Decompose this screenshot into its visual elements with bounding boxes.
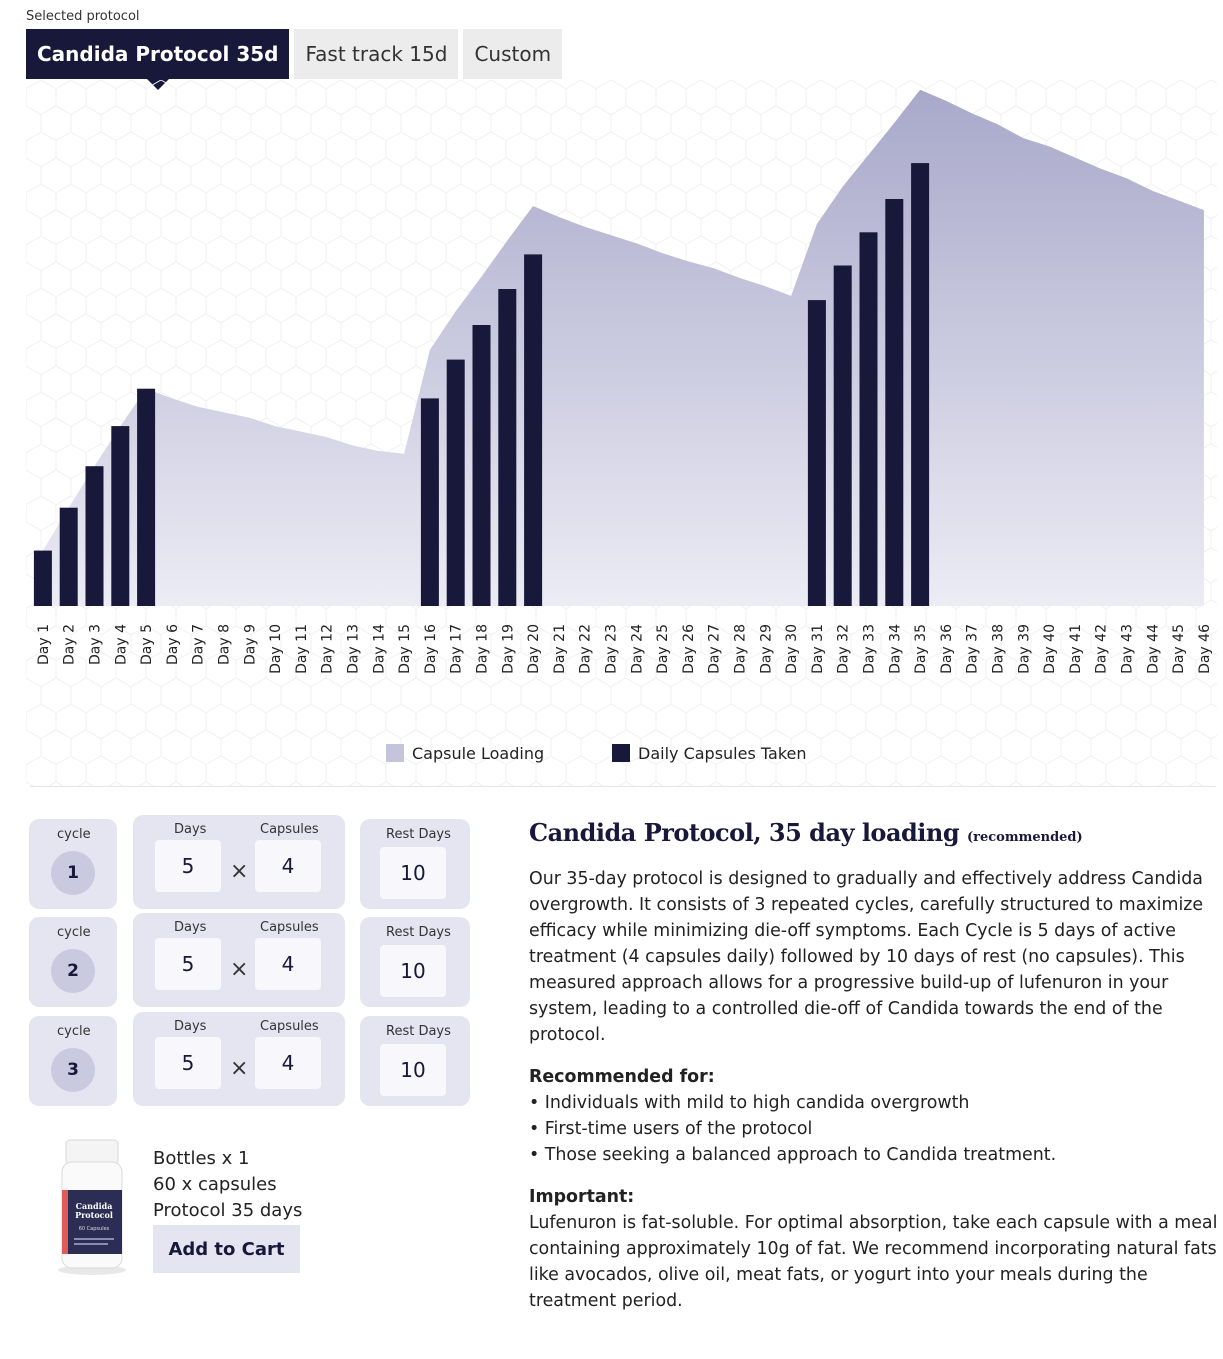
daily-capsules-bar: [885, 199, 903, 606]
rest-days-box: [360, 917, 470, 1007]
x-tick-label: Day 14: [371, 624, 388, 674]
tab-candida-protocol-35d[interactable]: Candida Protocol 35d: [26, 29, 289, 79]
times-symbol: ×: [230, 859, 249, 884]
cycle-box: [29, 819, 117, 909]
protocol-tabs: [26, 29, 562, 79]
cycle-number: 2: [51, 949, 95, 993]
legend-daily-capsules-swatch: [612, 744, 630, 762]
x-tick-label: Day 1: [35, 624, 52, 666]
x-tick-label: Day 19: [500, 624, 517, 674]
rest-days-label: Rest Days: [386, 1024, 451, 1039]
description-title-text: Candida Protocol, 35 day loading: [529, 818, 960, 847]
cycle-label: cycle: [57, 1024, 91, 1039]
x-tick-label: Day 13: [345, 624, 362, 674]
days-label: Days: [174, 920, 207, 935]
rest-days-label: Rest Days: [386, 827, 451, 842]
rest-days-box: [360, 819, 470, 909]
x-tick-label: Day 31: [809, 624, 826, 674]
days-input[interactable]: 5: [155, 938, 221, 990]
daily-capsules-bar: [34, 551, 52, 606]
daily-capsules-bar: [524, 254, 542, 606]
daily-capsules-bar: [834, 266, 852, 607]
x-tick-label: Day 17: [448, 624, 465, 674]
days-capsules-box: [133, 1012, 345, 1106]
x-tick-label: Day 39: [1016, 624, 1033, 674]
x-tick-label: Day 40: [1042, 624, 1059, 674]
capsules-input[interactable]: 4: [255, 1037, 321, 1089]
x-tick-label: Day 27: [706, 624, 723, 674]
x-tick-label: Day 15: [397, 624, 414, 674]
x-tick-label: Day 21: [551, 624, 568, 674]
x-tick-label: Day 5: [139, 624, 156, 666]
x-tick-label: Day 35: [913, 624, 930, 674]
x-tick-label: Day 44: [1145, 624, 1162, 674]
product-details: [153, 1146, 302, 1224]
days-input[interactable]: 5: [155, 840, 221, 892]
days-input[interactable]: 5: [155, 1037, 221, 1089]
days-label: Days: [174, 1019, 207, 1034]
x-tick-label: Day 22: [577, 624, 594, 674]
x-tick-label: Day 34: [887, 624, 904, 674]
bottle-brand-line2: Protocol: [75, 1210, 113, 1220]
capsules-input[interactable]: 4: [255, 840, 321, 892]
x-tick-label: Day 7: [190, 624, 207, 666]
cycle-label: cycle: [57, 827, 91, 842]
x-tick-label: Day 9: [242, 624, 259, 666]
recommended-item: • Those seeking a balanced approach to Candida treatment.: [529, 1145, 1057, 1165]
rest-days-input[interactable]: 10: [380, 1044, 446, 1096]
times-symbol: ×: [230, 957, 249, 982]
section-divider: [30, 786, 1216, 787]
x-tick-label: Day 33: [861, 624, 878, 674]
x-tick-label: Day 18: [474, 624, 491, 674]
x-tick-label: Day 29: [758, 624, 775, 674]
bottle-capsule-count: 60 Capsules: [78, 1226, 110, 1232]
cycle-label: cycle: [57, 925, 91, 940]
x-tick-label: Day 16: [422, 624, 439, 674]
x-tick-label: Day 8: [216, 624, 233, 666]
capsules-label: Capsules: [260, 1019, 319, 1034]
daily-capsules-bar: [860, 232, 878, 606]
cycle-row: [29, 913, 471, 1007]
rest-days-input[interactable]: 10: [380, 847, 446, 899]
cycle-box: [29, 917, 117, 1007]
protocol-description: [529, 815, 1219, 1314]
capsules-label: Capsules: [260, 920, 319, 935]
x-tick-label: Day 2: [61, 624, 78, 666]
capsules-label: Capsules: [260, 822, 319, 837]
x-tick-label: Day 11: [293, 624, 310, 674]
x-tick-label: Day 23: [603, 624, 620, 674]
daily-capsules-bar: [808, 300, 826, 606]
x-tick-label: Day 43: [1119, 624, 1136, 674]
x-tick-label: Day 6: [164, 624, 181, 666]
x-tick-label: Day 38: [990, 624, 1007, 674]
daily-capsules-bar: [60, 508, 78, 606]
daily-capsules-bar: [111, 426, 129, 606]
capsules-count: 60 x capsules: [153, 1174, 277, 1195]
days-capsules-box: [133, 815, 345, 909]
recommended-item: • Individuals with mild to high candida overgrowth: [529, 1093, 970, 1113]
x-tick-label: Day 45: [1171, 624, 1188, 674]
x-tick-label: Day 42: [1093, 624, 1110, 674]
x-tick-label: Day 26: [680, 624, 697, 674]
x-tick-label: Day 24: [629, 624, 646, 674]
x-tick-label: Day 10: [268, 624, 285, 674]
x-tick-label: Day 3: [87, 624, 104, 666]
capsules-input[interactable]: 4: [255, 938, 321, 990]
days-capsules-box: [133, 913, 345, 1007]
x-tick-label: Day 4: [113, 624, 130, 666]
recommended-note: (recommended): [966, 830, 1083, 845]
x-tick-label: Day 46: [1196, 624, 1213, 674]
legend-capsule-loading-label: Capsule Loading: [412, 744, 545, 763]
important-heading: Important:: [529, 1187, 635, 1207]
cycle-number: 3: [51, 1048, 95, 1092]
tab-fast-track-15d[interactable]: Fast track 15d: [294, 29, 458, 79]
x-tick-label: Day 32: [835, 624, 852, 674]
rest-days-label: Rest Days: [386, 925, 451, 940]
days-label: Days: [174, 822, 207, 837]
bottle-brand-line1: Candida: [75, 1201, 113, 1211]
daily-capsules-bar: [473, 325, 491, 606]
daily-capsules-bar: [421, 398, 439, 606]
capsule-chart: [26, 80, 1217, 786]
daily-capsules-bar: [498, 289, 516, 606]
x-tick-label: Day 20: [526, 624, 543, 674]
times-symbol: ×: [230, 1056, 249, 1081]
legend-daily-capsules-label: Daily Capsules Taken: [638, 744, 807, 763]
x-tick-label: Day 37: [964, 624, 981, 674]
x-tick-label: Day 25: [655, 624, 672, 674]
rest-days-box: [360, 1016, 470, 1106]
protocol-duration: Protocol 35 days: [153, 1200, 303, 1221]
daily-capsules-bar: [86, 466, 104, 606]
daily-capsules-bar: [137, 389, 155, 606]
description-intro: Our 35-day protocol is designed to gradually and effectively address Candida overgrowth. It consists of 3 repeated cycles, carefully structured to maximize efficacy while minimizing die-off symptoms. Each Cycle is 5 days of active treatment (4 capsules daily) followed by 10 days of rest (no capsules). This measured approach allows for a progressive build-up of lufenuron in your system, leading to a controlled die-off of Candida towards the end of the protocol.: [529, 869, 1204, 1045]
legend-capsule-loading-swatch: [386, 744, 404, 762]
x-tick-label: Day 41: [1067, 624, 1084, 674]
tab-custom[interactable]: Custom: [463, 29, 562, 79]
rest-days-input[interactable]: 10: [380, 945, 446, 997]
important-text: Lufenuron is fat-soluble. For optimal absorption, take each capsule with a meal containing approximately 10g of fat. We recommend incorporating natural fats like avocados, olive oil, meat fats, or yogurt into your meals during the treatment period.: [529, 1213, 1218, 1311]
recommended-heading: Recommended for:: [529, 1067, 715, 1087]
add-to-cart-button[interactable]: Add to Cart: [153, 1225, 300, 1273]
cycle-box: [29, 1016, 117, 1106]
capsule-chart-svg: [26, 80, 1217, 786]
cycle-number: 1: [51, 851, 95, 895]
x-tick-label: Day 28: [732, 624, 749, 674]
cycle-row: [29, 815, 471, 909]
daily-capsules-bar: [911, 163, 929, 606]
product-bottle-image: [52, 1138, 132, 1276]
x-tick-label: Day 12: [319, 624, 336, 674]
x-tick-label: Day 36: [938, 624, 955, 674]
recommended-item: • First-time users of the protocol: [529, 1119, 813, 1139]
cycle-row: [29, 1012, 471, 1106]
description-title: [529, 815, 1219, 856]
x-tick-label: Day 30: [784, 624, 801, 674]
bottles-count: Bottles x 1: [153, 1148, 250, 1169]
daily-capsules-bar: [447, 360, 465, 606]
selected-protocol-label: Selected protocol: [26, 9, 140, 24]
